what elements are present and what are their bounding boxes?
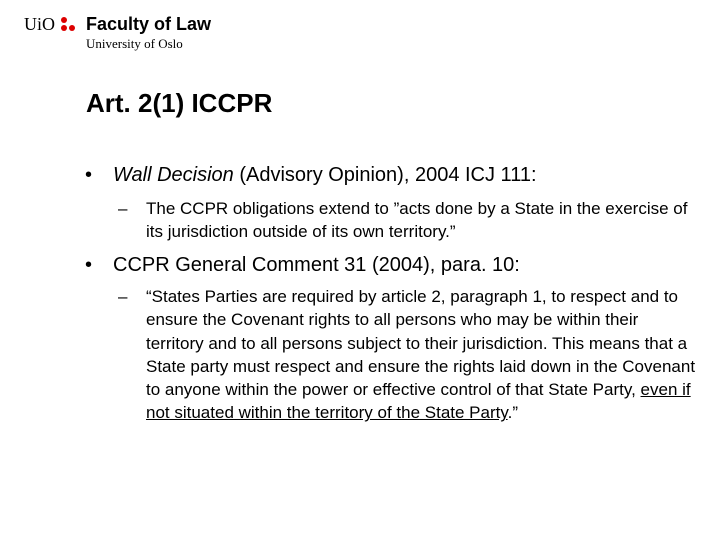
sub-bullet-text xyxy=(146,285,696,425)
quote-underlined: even if not situated within the territory of the State Party xyxy=(146,380,691,423)
case-name: Wall Decision xyxy=(113,164,234,186)
bullet-text: CCPR General Comment 31 (2004), para. 10: xyxy=(113,254,520,276)
sub-bullet-marker: – xyxy=(118,199,128,218)
sub-bullet-marker: – xyxy=(118,287,128,306)
university-name: University of Oslo xyxy=(86,36,183,51)
slide-title: Art. 2(1) ICCPR xyxy=(86,88,273,118)
uio-emblem-icon xyxy=(60,16,76,32)
bullet-marker: • xyxy=(85,164,93,186)
logo-uio-text: UiO xyxy=(24,14,55,34)
bullet-marker: • xyxy=(85,254,93,276)
bullet-text xyxy=(113,163,703,187)
faculty-name: Faculty of Law xyxy=(86,14,212,34)
case-citation: (Advisory Opinion), 2004 ICJ 111: xyxy=(233,164,537,186)
sub-bullet-text: The CCPR obligations extend to ”acts done by a State in the exercise of its jurisdiction outside of its own territory.” xyxy=(146,199,688,242)
quote-end: .” xyxy=(507,403,518,423)
quote-body: “States Parties are required by article 2, paragraph 1, to respect and to ensure the Covenant rights to all persons who may be within their territory and to all persons subject to their jurisdiction. This means that a State party must respect and ensure the rights laid down in the Covenant to anyone within the power or effective control of that State Party, xyxy=(146,287,696,400)
